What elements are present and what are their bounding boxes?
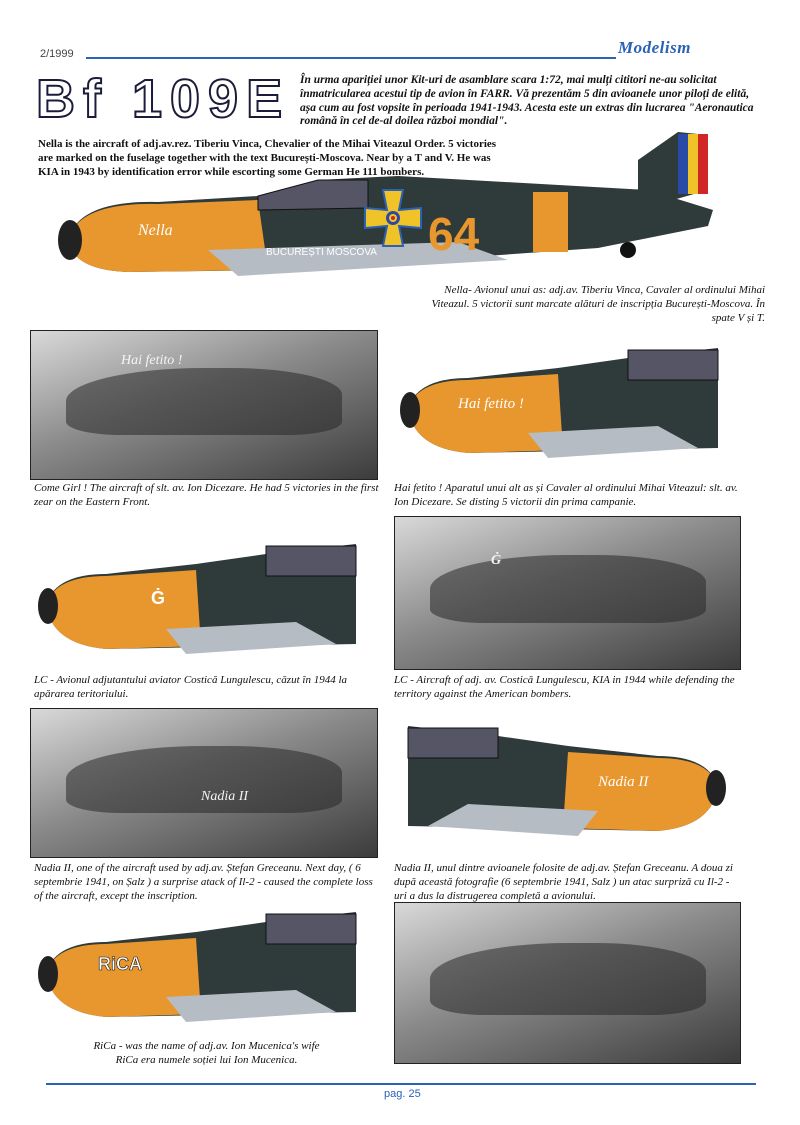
lc-photo-text: Ġ <box>491 553 502 568</box>
nadia-nose-text: Nadia II <box>598 774 649 790</box>
rica-caption-ro: RiCa era numele soției lui Ion Mucenica. <box>115 1054 298 1066</box>
lc-profile <box>36 534 366 659</box>
nadia-photo-text: Nadia II <box>201 789 249 804</box>
lc-caption-ro: LC - Avionul adjutantului aviator Costică Lungulescu, căzut în 1944 la apărarea teritoriului. <box>34 674 347 700</box>
hai-fetito-profile <box>398 338 728 463</box>
rica-caption-en: RiCa - was the name of adj.av. Ion Mucenica's wife <box>93 1040 320 1052</box>
nella-nose-text: Nella <box>138 222 173 239</box>
nella-caption-ro: Nella- Avionul unui as: adj.av. Tiberiu Vinca, Cavaler al ordinului Mihai Viteazul. 5 victorii sunt marcate alături de inscripția București-Moscova. În spate V și T. <box>431 284 765 324</box>
footer-rule <box>46 1083 756 1085</box>
issue-number: 2/1999 <box>40 48 74 60</box>
page-number: pag. 25 <box>384 1088 421 1100</box>
hai-fetito-caption-en: Come Girl ! The aircraft of slt. av. Ion Dicezare. He had 5 victories in the first zear on the Eastern Front. <box>34 482 379 508</box>
nella-fuselage-text: BUCUREȘTI MOSCOVA <box>266 247 377 258</box>
nadia-photo <box>30 708 378 858</box>
rica-profile <box>36 902 366 1027</box>
header-rule <box>86 57 616 59</box>
hai-fetito-photo-text: Hai fetito ! <box>121 353 183 368</box>
magazine-logo: Modelism <box>618 38 691 57</box>
rica-photo <box>394 902 741 1064</box>
lc-nose-text: Ġ <box>151 588 166 608</box>
hai-fetito-photo <box>30 330 378 480</box>
hai-fetito-caption-ro: Hai fetito ! Aparatul unui alt as și Cavaler al ordinului Mihai Viteazul: slt. av. Ion Dicezare. Se disting 5 victorii din prima campanie. <box>394 482 738 508</box>
lc-caption-en: LC - Aircraft of adj. av. Costică Lungulescu, KIA in 1944 while defending the territory against the American bombers. <box>394 674 735 700</box>
hai-fetito-nose-text: Hai fetito ! <box>458 396 524 412</box>
nadia-caption-en: Nadia II, one of the aircraft used by adj.av. Ștefan Greceanu. Next day, ( 6 septembrie 1941, on Șalz ) a surprise atack of Il-2 - caused the complete loss of the aircraft, except the inscription. <box>34 862 373 902</box>
rica-nose-text: RiCA <box>98 954 142 974</box>
nella-caption-en: Nella is the aircraft of adj.av.rez. Tiberiu Vinca, Chevalier of the Mihai Viteazul Order. 5 victories are marked on the fuselage together with the text București-Moscova. Near by a T and V. He was KIA in 1943 by identification error while escorting some German He 111 bombers. <box>38 138 497 178</box>
nella-number: 64 <box>428 208 480 260</box>
nella-profile <box>38 130 773 280</box>
lc-photo <box>394 516 741 670</box>
page-title: Bf 109E <box>36 69 291 129</box>
nadia-profile <box>398 716 728 841</box>
intro-text: În urma apariției unor Kit-uri de asamblare scara 1:72, mai mulți cititori ne-au solicitat înmatricularea acestui tip de avion în FARR. Vă prezentăm 5 din avioanele unor piloți de elită, așa cum au fost vopsite în perioada 1941-1943. Acesta este un extras din lucrarea "Aeronautica română în cel de-al doilea război mondial". <box>300 74 754 128</box>
nadia-caption-ro: Nadia II, unul dintre avioanele folosite de adj.av. Ștefan Greceanu. A doua zi după această fotografie (6 septembrie 1941, Salz ) un atac surpriză cu Il-2 - uri a dus la distrugerea completă a avionului. <box>394 862 733 902</box>
